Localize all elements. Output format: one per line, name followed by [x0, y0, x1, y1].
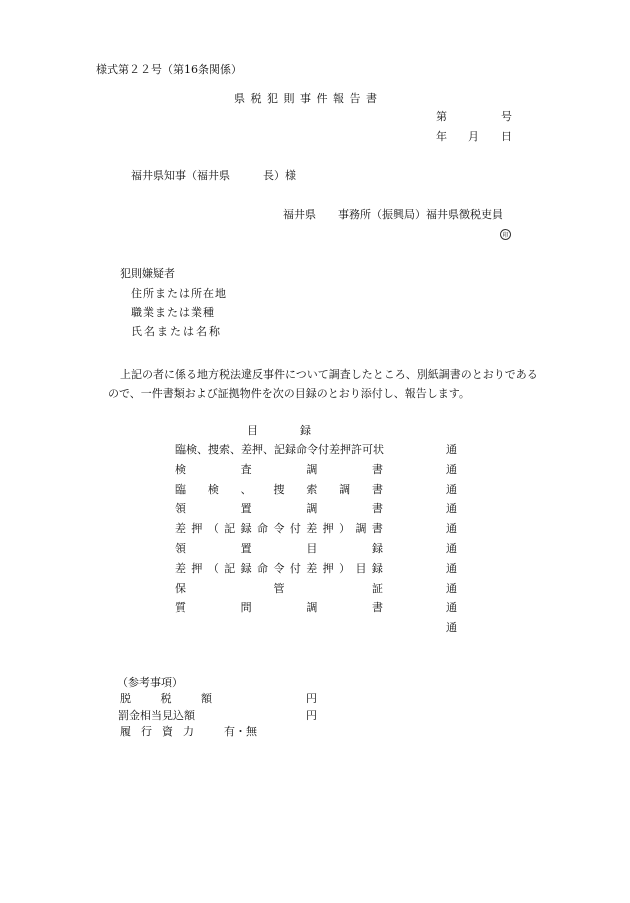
catalog-item-text: 命 [257, 562, 269, 575]
capacity-label [120, 726, 194, 737]
catalog-unit: 通 [446, 621, 457, 634]
catalog-item-text: 付 [289, 522, 301, 535]
catalog-item-text: 命 [257, 522, 269, 535]
catalog-item-text: ） [339, 522, 351, 535]
catalog-unit: 通 [446, 601, 457, 614]
catalog-item-text: 検 [175, 463, 186, 476]
catalog-item-text: 領 [175, 542, 186, 555]
catalog-item-text: 記 [224, 522, 236, 535]
catalog-item-text: 録 [240, 522, 252, 535]
catalog-item-text: 令 [273, 562, 285, 575]
catalog-item-text: 記 [224, 562, 236, 575]
capacity-label-char: 資 [162, 725, 173, 738]
addressee: 福井県知事（福井県 長）様 [131, 169, 296, 182]
suspect-occupation-label: 職業または業種 [131, 306, 215, 319]
date-day: 日 [501, 130, 512, 143]
catalog-item-text: 差 [175, 522, 186, 535]
catalog-item [175, 503, 383, 515]
catalog-item-text: 録 [240, 562, 252, 575]
suspect-name-label: 氏名または名称 [131, 325, 222, 338]
catalog-item [175, 583, 383, 595]
catalog-heading-moku: 目 [247, 424, 258, 437]
catalog-item-text: 差 [306, 562, 318, 575]
catalog-item-text: 令 [273, 522, 285, 535]
catalog-item-text: 索 [306, 483, 318, 496]
catalog-unit: 通 [446, 522, 457, 535]
catalog-item-text: 差 [306, 522, 318, 535]
catalog-item-text: （ [207, 522, 219, 535]
catalog-item [175, 563, 383, 575]
catalog-item-text: 書 [371, 601, 383, 614]
catalog-item-text: 証 [372, 582, 383, 595]
catalog-item-text: 押 [191, 562, 203, 575]
catalog-item-text: 査 [240, 463, 252, 476]
catalog-item-text: 置 [240, 502, 252, 515]
date-year: 年 [436, 130, 447, 143]
catalog-item-text: 押 [322, 522, 334, 535]
catalog-item-text: 調 [306, 601, 318, 614]
reference-heading: （参考事項） [117, 676, 183, 689]
catalog-item-text: 問 [240, 601, 252, 614]
catalog-item-text: 保 [175, 582, 186, 595]
seal-mark: 印 [500, 229, 511, 240]
catalog-unit: 通 [446, 463, 457, 476]
catalog-item-text: 置 [240, 542, 252, 555]
number-prefix: 第 [436, 110, 447, 123]
document-title: 県 税 犯 則 事 件 報 告 書 [234, 92, 378, 105]
catalog-item-text: 録 [371, 542, 383, 555]
catalog-item-text: 押 [191, 522, 203, 535]
catalog-item-text: 調 [355, 522, 367, 535]
number-suffix: 号 [501, 110, 512, 123]
catalog-item [175, 464, 383, 476]
catalog-item-text: 差 [175, 562, 186, 575]
evasion-label-char: 税 [160, 692, 172, 705]
catalog-item-text: ） [339, 562, 351, 575]
capacity-value: 有・無 [224, 725, 257, 738]
capacity-label-char: 行 [141, 725, 152, 738]
catalog-item-text: 録 [371, 562, 383, 575]
catalog-unit: 通 [446, 582, 457, 595]
suspect-heading: 犯則嫌疑者 [120, 267, 175, 280]
catalog-item [175, 543, 383, 555]
catalog-item-text: 質 [175, 601, 186, 614]
catalog-item [175, 602, 383, 614]
catalog-unit: 通 [446, 542, 457, 555]
fine-unit: 円 [306, 709, 317, 722]
capacity-label-char: 履 [120, 725, 131, 738]
catalog-unit: 通 [446, 443, 457, 456]
catalog-unit: 通 [446, 483, 457, 496]
catalog-item-text: 捜 [273, 483, 285, 496]
catalog-item-text: 付 [289, 562, 301, 575]
catalog-item-text: 押 [322, 562, 334, 575]
catalog-item-text: 書 [371, 483, 383, 496]
date-month: 月 [468, 130, 479, 143]
catalog-item-text: 調 [306, 463, 318, 476]
catalog-item [175, 484, 383, 496]
catalog-item-text: 書 [371, 463, 383, 476]
catalog-unit: 通 [446, 562, 457, 575]
catalog-item-text: 臨 [175, 483, 186, 496]
form-number: 様式第２２号（第16条関係） [96, 63, 242, 76]
sender: 福井県 事務所（振興局）福井県徴税吏員 [283, 208, 503, 221]
capacity-label-char: 力 [183, 725, 194, 738]
fine-label: 罰金相当見込額 [118, 709, 195, 722]
catalog-item-text: （ [207, 562, 219, 575]
catalog-item [175, 444, 383, 456]
catalog-item-text: 管 [273, 582, 285, 595]
catalog-item-text: 書 [371, 502, 383, 515]
evasion-label [120, 693, 212, 704]
catalog-item-text: 領 [175, 502, 186, 515]
catalog-item-text: 目 [355, 562, 367, 575]
catalog-item-text: 目 [306, 542, 318, 555]
catalog-item-text: 、 [240, 483, 252, 496]
catalog-item-text: 調 [306, 502, 318, 515]
evasion-unit: 円 [306, 692, 317, 705]
catalog-unit: 通 [446, 502, 457, 515]
catalog-item [175, 523, 383, 535]
catalog-item-text: 検 [207, 483, 219, 496]
evasion-label-char: 額 [201, 692, 212, 705]
catalog-item-text: 臨検、捜索、差押、記録命令付差押許可状 [175, 443, 384, 456]
catalog-item-text: 調 [339, 483, 351, 496]
suspect-address-label: 住所または所在地 [131, 287, 227, 300]
evasion-label-char: 脱 [120, 692, 131, 705]
catalog-heading-roku: 録 [300, 424, 311, 437]
catalog-item-text: 書 [371, 522, 383, 535]
body-paragraph: 上記の者に係る地方税法違反事件について調査したところ、別紙調書のとおりであるので、一件書類および証拠物件を次の目録のとおり添付し、報告します。 [108, 368, 538, 400]
